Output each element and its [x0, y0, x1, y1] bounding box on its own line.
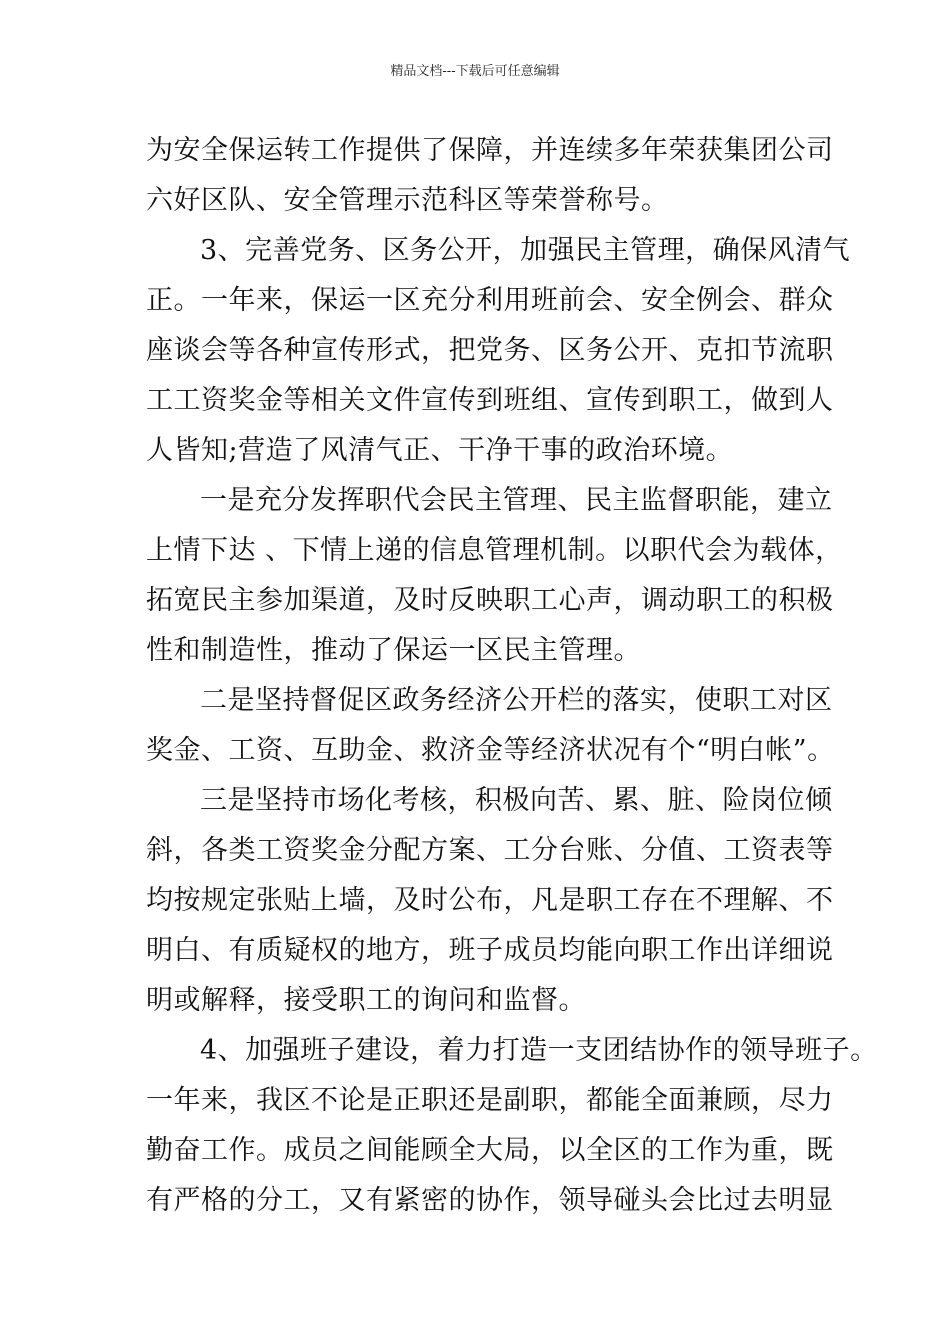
text-line: 为安全保运转工作提供了保障，并连续多年荣获集团公司	[146, 135, 834, 166]
page-header: 精品文档---下载后可任意编辑	[390, 64, 560, 79]
text-line: 均按规定张贴上墙，及时公布，凡是职工存在不理解、不	[146, 885, 834, 916]
text-line: 六好区队、安全管理示范科区等荣誉称号。	[146, 185, 669, 216]
text-line: 座谈会等各种宣传形式，把党务、区务公开、克扣节流职	[146, 335, 834, 366]
text-line: 人皆知;营造了风清气正、干净干事的政治环境。	[146, 435, 734, 466]
text-line: 拓宽民主参加渠道，及时反映职工心声，调动职工的积极	[146, 585, 834, 616]
paragraph-start-line: 二是坚持督促区政务经济公开栏的落实，使职工对区	[200, 685, 833, 716]
text-line: 一年来，我区不论是正职还是副职，都能全面兼顾，尽力	[146, 1085, 834, 1116]
text-line: 明或解释，接受职工的询问和监督。	[146, 985, 586, 1016]
text-line: 奖金、工资、互助金、救济金等经济状况有个“明白帐”。	[146, 735, 835, 766]
document-body	[146, 126, 878, 1226]
paragraph-start-line: 三是坚持市场化考核，积极向苦、累、脏、险岗位倾	[200, 785, 833, 816]
paragraph-start-line: 3、完善党务、区务公开，加强民主管理，确保风清气	[200, 235, 851, 266]
text-line: 斜，各类工资奖金分配方案、工分台账、分值、工资表等	[146, 835, 834, 866]
text-line: 勤奋工作。成员之间能顾全大局，以全区的工作为重，既	[146, 1135, 834, 1166]
text-line: 工工资奖金等相关文件宣传到班组、宣传到职工，做到人	[146, 385, 834, 416]
text-line: 明白、有质疑权的地方，班子成员均能向职工作出详细说	[146, 935, 834, 966]
paragraph-start-line: 一是充分发挥职代会民主管理、民主监督职能，建立	[200, 485, 833, 516]
text-line: 有严格的分工，又有紧密的协作，领导碰头会比过去明显	[146, 1185, 834, 1216]
text-line: 性和制造性，推动了保运一区民主管理。	[146, 635, 641, 666]
text-line: 正。一年来，保运一区充分利用班前会、安全例会、群众	[146, 285, 834, 316]
text-line: 上情下达 、下情上递的信息管理机制。以职代会为载体，	[146, 535, 843, 566]
paragraph-start-line: 4、加强班子建设，着力打造一支团结协作的领导班子。	[200, 1035, 878, 1066]
